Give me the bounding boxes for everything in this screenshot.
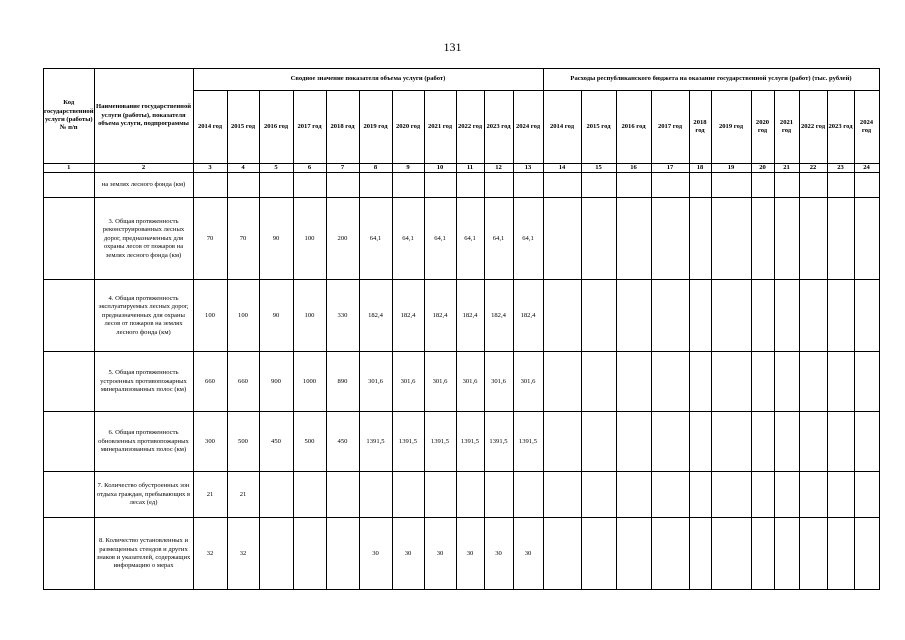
column-number: 1 <box>44 164 95 173</box>
year-header: 2015 год <box>227 91 259 164</box>
expense-value-cell <box>751 518 774 590</box>
expense-value-cell <box>651 352 689 412</box>
expense-value-cell <box>827 472 854 518</box>
expense-value-cell <box>651 472 689 518</box>
summary-value-cell <box>424 173 456 198</box>
column-number: 18 <box>689 164 711 173</box>
expense-value-cell <box>581 412 616 472</box>
summary-value-cell: 64,1 <box>513 198 543 280</box>
column-number: 4 <box>227 164 259 173</box>
summary-value-cell: 64,1 <box>392 198 424 280</box>
summary-value-cell: 301,6 <box>359 352 392 412</box>
row-indicator-name: 4. Общая протяженность эксплуатируемых лесных дорог, предназначенных для охраны лесов от пожаров на землях лесного фонда (км) <box>94 280 193 352</box>
summary-value-cell <box>513 472 543 518</box>
year-header: 2020 год <box>751 91 774 164</box>
summary-value-cell <box>484 173 513 198</box>
year-header: 2019 год <box>711 91 751 164</box>
column-number: 7 <box>326 164 359 173</box>
expense-value-cell <box>774 412 799 472</box>
summary-value-cell: 1391,5 <box>392 412 424 472</box>
expense-value-cell <box>711 352 751 412</box>
column-number: 24 <box>854 164 879 173</box>
expense-value-cell <box>711 472 751 518</box>
expense-value-cell <box>581 518 616 590</box>
summary-value-cell: 1000 <box>293 352 326 412</box>
year-header: 2019 год <box>359 91 392 164</box>
summary-value-cell: 1391,5 <box>456 412 484 472</box>
summary-value-cell: 70 <box>227 198 259 280</box>
header-expenses: Расходы республиканского бюджета на оказание государственной услуги (работ) (тыс. рублей) <box>543 69 879 91</box>
year-header: 2023 год <box>827 91 854 164</box>
year-header: 2014 год <box>193 91 227 164</box>
column-number: 2 <box>94 164 193 173</box>
row-code-cell <box>44 412 95 472</box>
expense-value-cell <box>827 352 854 412</box>
summary-value-cell: 90 <box>259 280 293 352</box>
expense-value-cell <box>774 352 799 412</box>
year-header: 2016 год <box>616 91 651 164</box>
year-header: 2018 год <box>326 91 359 164</box>
expense-value-cell <box>616 198 651 280</box>
expense-value-cell <box>827 412 854 472</box>
summary-value-cell: 900 <box>259 352 293 412</box>
expense-value-cell <box>543 472 581 518</box>
column-number: 14 <box>543 164 581 173</box>
summary-value-cell: 182,4 <box>456 280 484 352</box>
header-code: Код государственной услуги (работы) № п/п <box>44 69 95 164</box>
expense-value-cell <box>854 472 879 518</box>
row-code-cell <box>44 198 95 280</box>
row-indicator-name: 8. Количество установленных и размещенных стендов и других знаков и указателей, содержащих информацию о мерах <box>94 518 193 590</box>
summary-value-cell: 1391,5 <box>484 412 513 472</box>
expense-value-cell <box>581 173 616 198</box>
row-code-cell <box>44 472 95 518</box>
summary-value-cell: 300 <box>193 412 227 472</box>
expense-value-cell <box>616 518 651 590</box>
summary-value-cell: 64,1 <box>456 198 484 280</box>
summary-value-cell: 330 <box>326 280 359 352</box>
row-code-cell <box>44 352 95 412</box>
expense-value-cell <box>751 352 774 412</box>
summary-value-cell: 450 <box>326 412 359 472</box>
summary-value-cell <box>359 472 392 518</box>
table-row <box>44 198 880 280</box>
header-summary: Сводное значение показателя объема услуги (работ) <box>193 69 543 91</box>
expense-value-cell <box>799 518 827 590</box>
table-row <box>44 472 880 518</box>
expense-value-cell <box>774 198 799 280</box>
summary-value-cell: 30 <box>359 518 392 590</box>
expense-value-cell <box>751 198 774 280</box>
header-name: Наименование государственной услуги (работы), показателя объема услуги, подпрограммы <box>94 69 193 164</box>
page-number: 131 <box>443 40 462 54</box>
year-header: 2024 год <box>854 91 879 164</box>
expense-value-cell <box>543 198 581 280</box>
row-code-cell <box>44 518 95 590</box>
expense-value-cell <box>689 472 711 518</box>
column-number: 12 <box>484 164 513 173</box>
expense-value-cell <box>651 280 689 352</box>
summary-value-cell: 301,6 <box>484 352 513 412</box>
summary-value-cell: 100 <box>193 280 227 352</box>
column-number: 5 <box>259 164 293 173</box>
summary-value-cell <box>227 173 259 198</box>
table-header <box>44 69 880 173</box>
summary-value-cell: 182,4 <box>392 280 424 352</box>
expense-value-cell <box>581 280 616 352</box>
expense-value-cell <box>854 352 879 412</box>
services-table <box>43 68 880 590</box>
column-number: 8 <box>359 164 392 173</box>
expense-value-cell <box>581 352 616 412</box>
year-header: 2016 год <box>259 91 293 164</box>
summary-value-cell: 1391,5 <box>359 412 392 472</box>
summary-value-cell: 301,6 <box>456 352 484 412</box>
table-row <box>44 280 880 352</box>
summary-value-cell: 1391,5 <box>513 412 543 472</box>
summary-value-cell: 182,4 <box>513 280 543 352</box>
year-header: 2014 год <box>543 91 581 164</box>
year-header: 2018 год <box>689 91 711 164</box>
summary-value-cell: 21 <box>193 472 227 518</box>
expense-value-cell <box>651 412 689 472</box>
expense-value-cell <box>689 198 711 280</box>
expense-value-cell <box>616 352 651 412</box>
summary-value-cell <box>193 173 227 198</box>
summary-value-cell <box>293 518 326 590</box>
expense-value-cell <box>751 173 774 198</box>
year-header: 2022 год <box>456 91 484 164</box>
column-number: 20 <box>751 164 774 173</box>
row-indicator-name: 6. Общая протяженность обновленных противопожарных минерализованных полос (км) <box>94 412 193 472</box>
expense-value-cell <box>711 518 751 590</box>
expense-value-cell <box>799 472 827 518</box>
expense-value-cell <box>827 173 854 198</box>
column-number: 22 <box>799 164 827 173</box>
summary-value-cell: 660 <box>227 352 259 412</box>
summary-value-cell: 182,4 <box>424 280 456 352</box>
summary-value-cell: 301,6 <box>392 352 424 412</box>
summary-value-cell <box>259 518 293 590</box>
summary-value-cell <box>359 173 392 198</box>
summary-value-cell: 30 <box>456 518 484 590</box>
expense-value-cell <box>543 173 581 198</box>
expense-value-cell <box>854 518 879 590</box>
expense-value-cell <box>751 472 774 518</box>
summary-value-cell: 90 <box>259 198 293 280</box>
summary-value-cell: 32 <box>227 518 259 590</box>
table-row <box>44 412 880 472</box>
summary-value-cell: 30 <box>424 518 456 590</box>
summary-value-cell: 64,1 <box>359 198 392 280</box>
expense-value-cell <box>651 518 689 590</box>
row-code-cell <box>44 280 95 352</box>
summary-value-cell <box>424 472 456 518</box>
year-header: 2022 год <box>799 91 827 164</box>
year-header: 2015 год <box>581 91 616 164</box>
expense-value-cell <box>827 280 854 352</box>
summary-value-cell <box>456 472 484 518</box>
column-number: 11 <box>456 164 484 173</box>
column-number: 21 <box>774 164 799 173</box>
column-number: 15 <box>581 164 616 173</box>
expense-value-cell <box>689 518 711 590</box>
summary-value-cell: 100 <box>227 280 259 352</box>
year-header: 2023 год <box>484 91 513 164</box>
summary-value-cell: 182,4 <box>484 280 513 352</box>
summary-value-cell: 30 <box>484 518 513 590</box>
summary-value-cell: 200 <box>326 198 359 280</box>
column-number: 6 <box>293 164 326 173</box>
expense-value-cell <box>711 412 751 472</box>
row-code-cell <box>44 173 95 198</box>
expense-value-cell <box>711 280 751 352</box>
summary-value-cell: 660 <box>193 352 227 412</box>
column-number: 17 <box>651 164 689 173</box>
expense-value-cell <box>854 198 879 280</box>
summary-value-cell: 100 <box>293 198 326 280</box>
summary-value-cell: 450 <box>259 412 293 472</box>
summary-value-cell: 32 <box>193 518 227 590</box>
table-row <box>44 518 880 590</box>
expense-value-cell <box>689 173 711 198</box>
expense-value-cell <box>616 412 651 472</box>
summary-value-cell <box>293 173 326 198</box>
row-indicator-name: 5. Общая протяженность устроенных противопожарных минерализованных полос (км) <box>94 352 193 412</box>
column-number: 19 <box>711 164 751 173</box>
expense-value-cell <box>581 198 616 280</box>
row-indicator-name: 7. Количество обустроенных зон отдыха граждан, пребывающих в лесах (ед) <box>94 472 193 518</box>
summary-value-cell <box>326 518 359 590</box>
summary-value-cell: 301,6 <box>513 352 543 412</box>
expense-value-cell <box>854 173 879 198</box>
expense-value-cell <box>774 472 799 518</box>
expense-value-cell <box>751 412 774 472</box>
summary-value-cell: 21 <box>227 472 259 518</box>
expense-value-cell <box>751 280 774 352</box>
expense-value-cell <box>854 280 879 352</box>
expense-value-cell <box>616 280 651 352</box>
expense-value-cell <box>774 518 799 590</box>
expense-value-cell <box>689 280 711 352</box>
expense-value-cell <box>711 198 751 280</box>
summary-value-cell: 500 <box>227 412 259 472</box>
expense-value-cell <box>651 198 689 280</box>
expense-value-cell <box>543 518 581 590</box>
summary-value-cell: 30 <box>513 518 543 590</box>
expense-value-cell <box>711 173 751 198</box>
column-number-row <box>44 164 880 173</box>
summary-value-cell <box>392 173 424 198</box>
expense-value-cell <box>616 472 651 518</box>
summary-value-cell <box>513 173 543 198</box>
expense-value-cell <box>543 352 581 412</box>
summary-value-cell: 890 <box>326 352 359 412</box>
column-number: 23 <box>827 164 854 173</box>
expense-value-cell <box>799 352 827 412</box>
row-indicator-name: на землях лесного фонда (км) <box>94 173 193 198</box>
expense-value-cell <box>854 412 879 472</box>
summary-value-cell: 500 <box>293 412 326 472</box>
expense-value-cell <box>799 198 827 280</box>
summary-value-cell: 301,6 <box>424 352 456 412</box>
expense-value-cell <box>581 472 616 518</box>
summary-value-cell <box>392 472 424 518</box>
year-header: 2020 год <box>392 91 424 164</box>
summary-value-cell <box>259 472 293 518</box>
summary-value-cell: 30 <box>392 518 424 590</box>
table-body <box>44 173 880 590</box>
year-header: 2017 год <box>651 91 689 164</box>
expense-value-cell <box>799 280 827 352</box>
expense-value-cell <box>827 198 854 280</box>
column-number: 10 <box>424 164 456 173</box>
summary-value-cell: 182,4 <box>359 280 392 352</box>
column-number: 16 <box>616 164 651 173</box>
summary-value-cell: 64,1 <box>484 198 513 280</box>
year-header: 2021 год <box>424 91 456 164</box>
expense-value-cell <box>616 173 651 198</box>
expense-value-cell <box>689 412 711 472</box>
expense-value-cell <box>799 173 827 198</box>
summary-value-cell <box>484 472 513 518</box>
row-indicator-name: 3. Общая протяженность реконструированных лесных дорог, предназначенных для охраны лесов от пожаров на землях лесного фонда (км) <box>94 198 193 280</box>
expense-value-cell <box>774 173 799 198</box>
expense-value-cell <box>543 280 581 352</box>
summary-value-cell <box>259 173 293 198</box>
summary-value-cell: 100 <box>293 280 326 352</box>
year-header: 2017 год <box>293 91 326 164</box>
expense-value-cell <box>651 173 689 198</box>
summary-value-cell <box>456 173 484 198</box>
table-row <box>44 352 880 412</box>
column-number: 3 <box>193 164 227 173</box>
summary-value-cell <box>293 472 326 518</box>
summary-value-cell: 70 <box>193 198 227 280</box>
expense-value-cell <box>827 518 854 590</box>
year-header: 2024 год <box>513 91 543 164</box>
year-header: 2021 год <box>774 91 799 164</box>
summary-value-cell: 64,1 <box>424 198 456 280</box>
expense-value-cell <box>774 280 799 352</box>
column-number: 13 <box>513 164 543 173</box>
column-number: 9 <box>392 164 424 173</box>
summary-value-cell <box>326 173 359 198</box>
summary-value-cell: 1391,5 <box>424 412 456 472</box>
expense-value-cell <box>689 352 711 412</box>
summary-value-cell <box>326 472 359 518</box>
expense-value-cell <box>543 412 581 472</box>
table-row <box>44 173 880 198</box>
expense-value-cell <box>799 412 827 472</box>
